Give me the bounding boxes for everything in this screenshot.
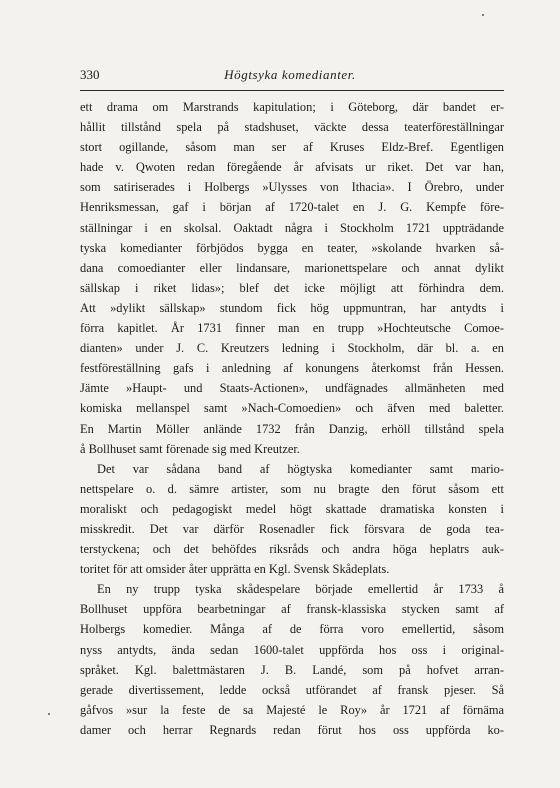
- text-line: hållit tillstånd spela på stadshuset, väckte dessa teaterföreställningar: [80, 120, 504, 135]
- text-line: tyska komedianter förbjödos bygga en teater, »skolande hvarken så-: [80, 240, 504, 255]
- running-title: Högtsyka komedianter.: [224, 67, 356, 82]
- text-line: Att »dylikt sällskap» stundom fick hög uppmuntran, har antydts i: [80, 300, 504, 315]
- body-text: [80, 97, 504, 740]
- text-line: moraliskt och pedagogiskt medel högt skattade dramatiska konsten i: [80, 501, 504, 516]
- text-line: Bollhuset uppföra bearbetningar af fransk-klassiska stycken samt af: [80, 602, 504, 617]
- text-line: hade v. Qwoten redan föregående år afvisats ur riket. Det var han,: [80, 160, 504, 175]
- paragraph-end-line: å Bollhuset samt förenade sig med Kreutzer.: [80, 441, 300, 456]
- text-line: En Martin Möller anlände 1732 från Danzig, erhöll tillstånd spela: [80, 421, 504, 436]
- text-line: dana comoedianter eller lindansare, marionettspelare och annat dylikt: [80, 260, 504, 275]
- text-line: misskredit. Det var därför Rosenadler fick försvara de goda tea-: [80, 521, 504, 536]
- text-line: Jämte »Haupt- und Staats-Actionen», undfägnades allmänheten med: [80, 381, 504, 396]
- text-line: som satiriserades i Holbergs »Ulysses von Ithacia». I Örebro, under: [80, 180, 504, 195]
- text-line: komiska mellanspel samt »Nach-Comoedien» och äfven med baletter.: [80, 401, 504, 416]
- text-line: sällskap i riket lidas»; blef det icke möjligt att förhindra dem.: [80, 280, 504, 295]
- text-line: språket. Kgl. balettmästaren J. B. Landé, som på hofvet arran-: [80, 662, 504, 677]
- paragraph-start-line: En ny trupp tyska skådespelare började emellertid år 1733 å: [97, 582, 504, 597]
- header-rule: [80, 90, 504, 91]
- text-line: Henriksmessan, gaf i början af 1720-talet en J. G. Kempfe före-: [80, 200, 504, 215]
- text-line: festföreställning gafs i anledning af konungens återkomst från Hessen.: [80, 361, 504, 376]
- text-line: stort ogillande, såsom man ser af Kruses Eldz-Bref. Egentligen: [80, 140, 504, 155]
- text-line: terstyckena; och det behöfdes riksråds och andra höga heplatrs auk-: [80, 542, 504, 557]
- text-line: ett drama om Marstrands kapitulation; i Göteborg, där bandet er-: [80, 100, 504, 114]
- text-line: gåfvos »sur la feste de sa Majesté le Roy» år 1721 af förnäma: [80, 702, 504, 717]
- text-line: nettspelare o. d. sämre artister, som nu bragte den förut såsom ett: [80, 481, 504, 496]
- paragraph-end-line: toritet för att omsider åter upprätta en Kgl. Svensk Skådeplats.: [80, 562, 390, 577]
- text-line: dianten» under J. C. Kreutzers ledning i Stockholm, där bl. a. en: [80, 341, 504, 356]
- paper-speck: [482, 14, 484, 16]
- paper-speck: [48, 713, 50, 715]
- text-line: nyss antydts, ända sedan 1600-talet uppförda hos oss i original-: [80, 642, 504, 657]
- text-line: Holbergs komedier. Många af de förra voro emellertid, såsom: [80, 622, 504, 637]
- text-line: förra kapitlet. År 1731 finner man en trupp »Hochteutsche Comoe-: [80, 321, 504, 336]
- text-line: gerade divertissement, ledde också utförandet af fransk pjeser. Så: [80, 682, 504, 697]
- text-line: ställningar i en skolsal. Oaktadt några i Stockholm 1721 uppträdande: [80, 220, 504, 235]
- text-line: damer och herrar Regnards redan förut hos oss uppförda ko-: [80, 722, 504, 737]
- paragraph-start-line: Det var sådana band af högtyska komedianter samt mario-: [97, 461, 504, 476]
- page-number: 330: [80, 67, 100, 82]
